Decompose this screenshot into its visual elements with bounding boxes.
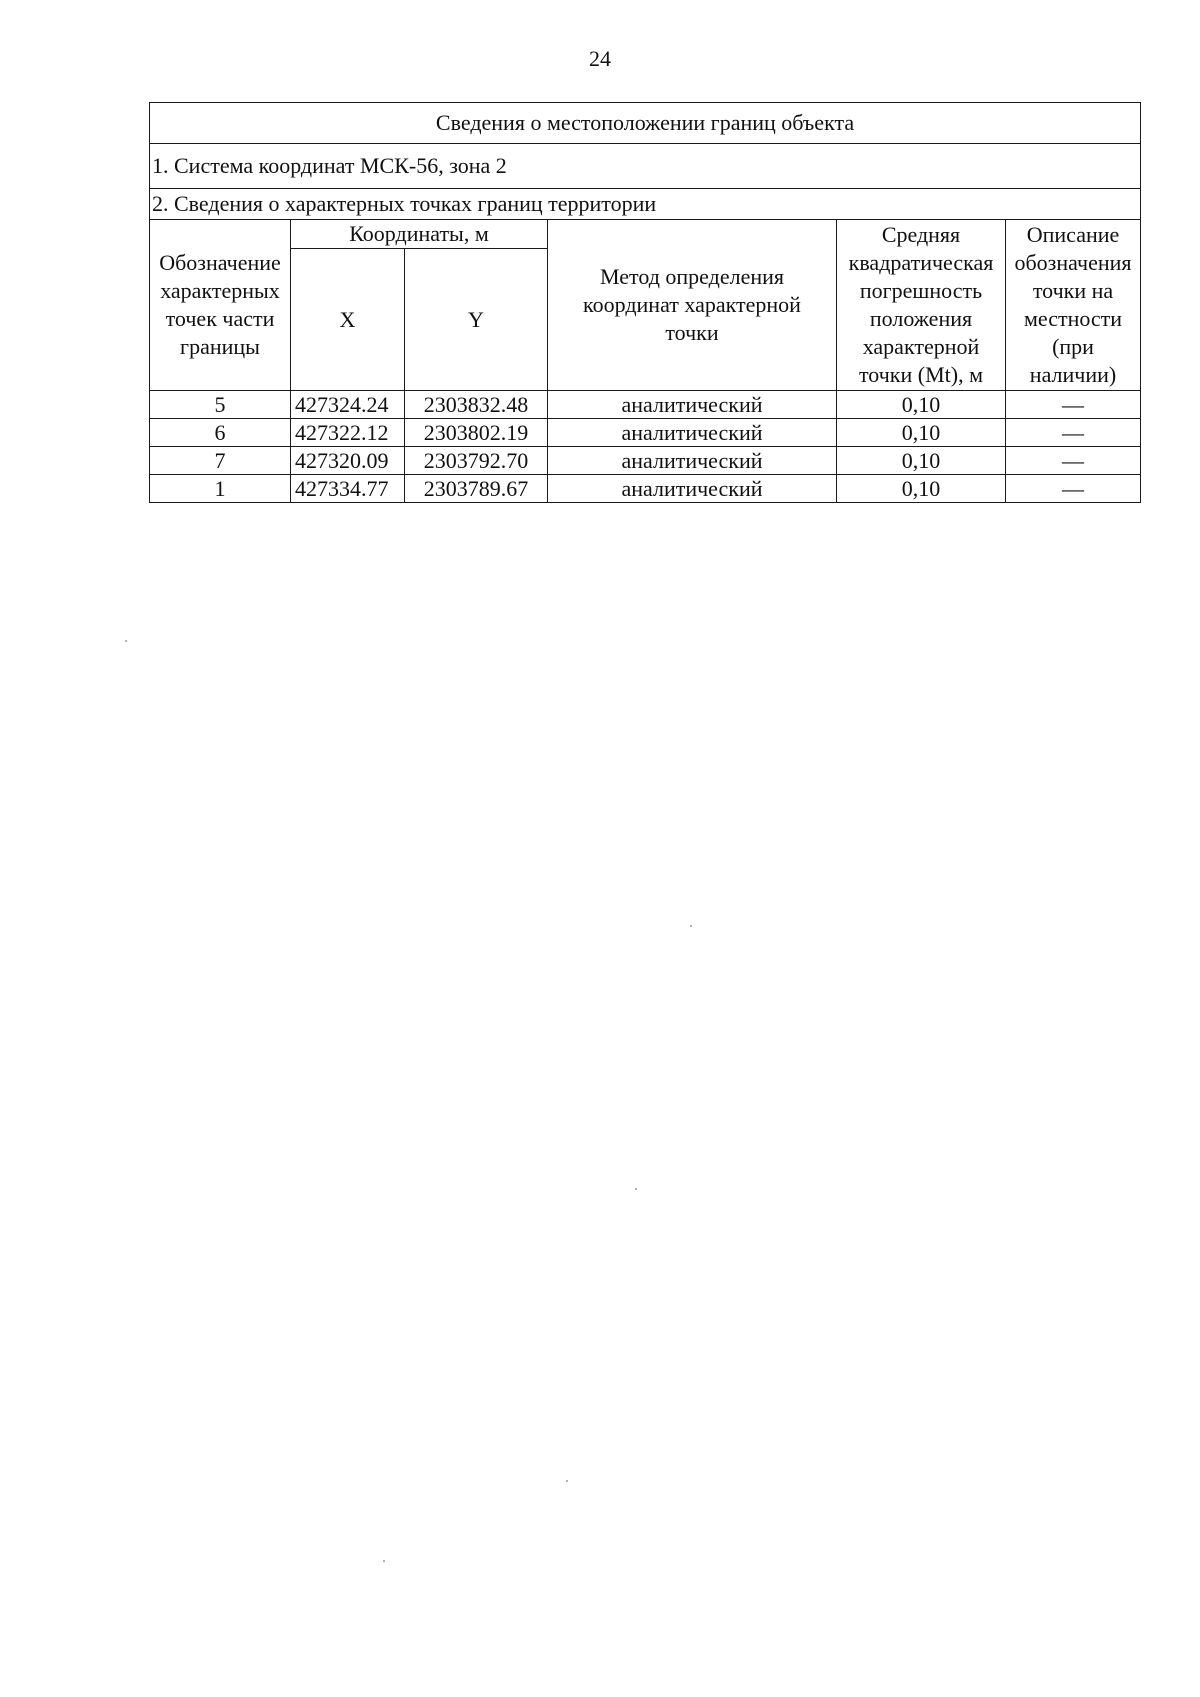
scan-speck: [383, 1560, 385, 1562]
scan-speck: [566, 1480, 568, 1482]
header-error-label: Средняя квадратическая погрешность положения характерной точки (Mt), м: [848, 222, 994, 387]
coordinate-system-row: [150, 144, 1141, 189]
scan-speck: [690, 925, 692, 927]
table-row: [150, 419, 1141, 447]
method-cell: аналитический: [548, 475, 837, 503]
method-cell: аналитический: [548, 447, 837, 475]
header-y: Y: [405, 249, 548, 391]
method-cell: аналитический: [548, 391, 837, 419]
point-cell: 1: [150, 475, 291, 503]
header-method: [548, 220, 837, 391]
y-cell: 2303792.70: [405, 447, 548, 475]
error-cell: 0,10: [837, 419, 1006, 447]
description-cell: —: [1006, 391, 1141, 419]
header-description-label: Описание обозначения точки на местности (при наличии): [1014, 222, 1132, 387]
table-row: [150, 447, 1141, 475]
header-error: [837, 220, 1006, 391]
table-title: Сведения о местоположении границ объекта: [150, 103, 1141, 144]
point-cell: 5: [150, 391, 291, 419]
description-cell: —: [1006, 475, 1141, 503]
header-coordinates: Координаты, м: [291, 220, 548, 249]
error-cell: 0,10: [837, 391, 1006, 419]
header-description: [1006, 220, 1141, 391]
scan-speck: [125, 640, 127, 642]
x-cell: 427320.09: [291, 447, 405, 475]
page-number: 24: [589, 46, 611, 71]
description-cell: —: [1006, 447, 1141, 475]
y-cell: 2303789.67: [405, 475, 548, 503]
y-cell: 2303802.19: [405, 419, 548, 447]
point-cell: 7: [150, 447, 291, 475]
x-cell: 427324.24: [291, 391, 405, 419]
error-cell: 0,10: [837, 447, 1006, 475]
coordinate-system: 1. Система координат МСК-56, зона 2: [150, 144, 1141, 189]
y-cell: 2303832.48: [405, 391, 548, 419]
error-cell: 0,10: [837, 475, 1006, 503]
boundary-coordinates-table: [149, 102, 1141, 503]
method-cell: аналитический: [548, 419, 837, 447]
section-heading: 2. Сведения о характерных точках границ территории: [150, 189, 1141, 220]
header-method-label: Метод определения координат характерной точки: [583, 264, 801, 345]
header-row: [150, 220, 1141, 249]
x-cell: 427334.77: [291, 475, 405, 503]
header-point: [150, 220, 291, 391]
description-cell: —: [1006, 419, 1141, 447]
table-row: [150, 391, 1141, 419]
scan-speck: [635, 1188, 637, 1190]
section-heading-row: [150, 189, 1141, 220]
table-row: [150, 475, 1141, 503]
header-x: X: [291, 249, 405, 391]
point-cell: 6: [150, 419, 291, 447]
header-point-label: Обозначение характерных точек части границы: [159, 250, 281, 359]
x-cell: 427322.12: [291, 419, 405, 447]
table-title-row: [150, 103, 1141, 144]
